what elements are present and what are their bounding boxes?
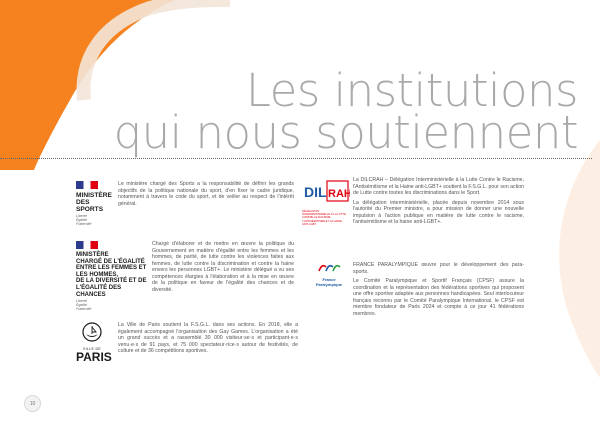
egalite-description xyxy=(152,241,294,296)
ministere-sports-logo xyxy=(76,181,116,226)
title-divider xyxy=(0,158,592,159)
french-flag-icon xyxy=(76,181,98,189)
page-title-line-2: qui nous soutiennent xyxy=(113,106,578,159)
dilcrah-logo-subtitle: DÉLÉGATION INTERMINISTÉRIELLE À LA LUTTE CONTRE LE RACISME, L'ANTISÉMITISME ET LA HAINE ANTI-LGBT xyxy=(302,210,346,226)
page-title xyxy=(78,64,578,159)
sports-description xyxy=(118,181,294,210)
logo-motto: Liberté Égalité Fraternité xyxy=(76,214,92,226)
france-paralympique-logo xyxy=(312,260,346,287)
description-text: La délégation interministérielle, placée depuis novembre 2014 sous l'autorité du Premier ministre, a pour mission de donner une nouvelle impulsion à l'action publique en matière de lutte contre le racisme, l'antisémitisme et la haine anti-LGBT+. xyxy=(353,199,524,225)
dilcrah-logo xyxy=(302,177,350,226)
dilcrah-mark-icon xyxy=(302,177,350,205)
description-text: Le Comité Paralympique et Sportif Français (CPSF) assure la coordination et la représentation des fédérations sportives qui proposent une offre sportive adaptée aux personnes handicapées. Seul interlocuteur français reconnu par le Comité Paralympique International, le CPSF est membre fondateur de Paris 2024 et compte à ce jour 41 fédérations membres. xyxy=(353,278,524,317)
svg-text:RAH: RAH xyxy=(328,188,350,200)
description-text: La DILCRAH – Délégation Interministérielle à la Lutte Contre le Racisme, l'Antisémitisme et la Haine anti-LGBT+ soutient la F.S.G.L. pour son action de Lutte contre toutes les discriminations dans le Sport. xyxy=(353,177,524,196)
logo-line: MINISTÈRE xyxy=(76,192,112,199)
french-flag-icon xyxy=(76,241,98,249)
logo-line: DES SPORTS xyxy=(76,199,104,213)
description-text: Le ministère chargé des Sports a la responsabilité de définir les grands objectifs de la politique nationale du sport, d'en fixer le cadre juridique, notamment à travers le code du sport, et de veiller au respect de l'intérêt général. xyxy=(118,181,294,207)
page-number: 10 xyxy=(24,395,41,412)
svg-text:DIL: DIL xyxy=(304,184,327,200)
logo-line: CHARGÉ DE L'ÉGALITÉ xyxy=(76,258,145,265)
dilcrah-description xyxy=(353,177,524,229)
logo-line: LES HOMMES, xyxy=(76,271,119,278)
logo-line: L'ÉGALITÉ DES CHANCES xyxy=(76,284,122,298)
ministere-egalite-logo xyxy=(76,241,152,311)
logo-small-text: VILLE DE xyxy=(82,347,102,351)
logo-motto: Liberté Égalité Fraternité xyxy=(76,299,92,312)
logo-line: MINISTÈRE xyxy=(76,252,109,258)
logo-line: DE LA DIVERSITÉ ET DE xyxy=(76,278,147,285)
ville-de-paris-logo xyxy=(76,322,112,364)
paris-description xyxy=(118,322,298,358)
page-title-line-1: Les institutions xyxy=(245,64,578,117)
description-text: FRANCE PARALYMPIQUE œuvre pour le développement des para-sports. xyxy=(353,262,524,275)
logo-big-text: PARIS xyxy=(76,350,112,364)
logo-line: ENTRE LES FEMMES ET xyxy=(76,265,147,272)
paralympique-description xyxy=(353,262,524,320)
paris-ship-icon xyxy=(81,322,103,342)
paralympic-agitos-icon xyxy=(316,261,342,273)
paralympique-logo-text: France Paralympique xyxy=(315,277,343,287)
description-text: La Ville de Paris soutient la F.S.G.L. dans ses actions. En 2018, elle a également accompagné l'organisation des Gay Games. L'organisation a été un grand succès et a rassemblé 30 000 visiteur·se·s et participant·e·s venu·e·s de 91 pays, et 75 000 spectateur·rice·s autour de festivités, de culture et de 36 compétitions sportives. xyxy=(118,322,298,354)
description-text: Chargé d'élaborer et de mettre en œuvre la politique du Gouvernement en matière d'égalité entre les femmes et les hommes, de parité, de lutte contre les violences faites aux femmes, de lutte contre la discrimination et contre la haine envers les personnes LGBT+. Le ministère délégué a vu ses compétences élargies à l'élaboration et à la mise en œuvre de la politique en faveur de l'égalité des chances et de diversité. xyxy=(152,241,294,293)
